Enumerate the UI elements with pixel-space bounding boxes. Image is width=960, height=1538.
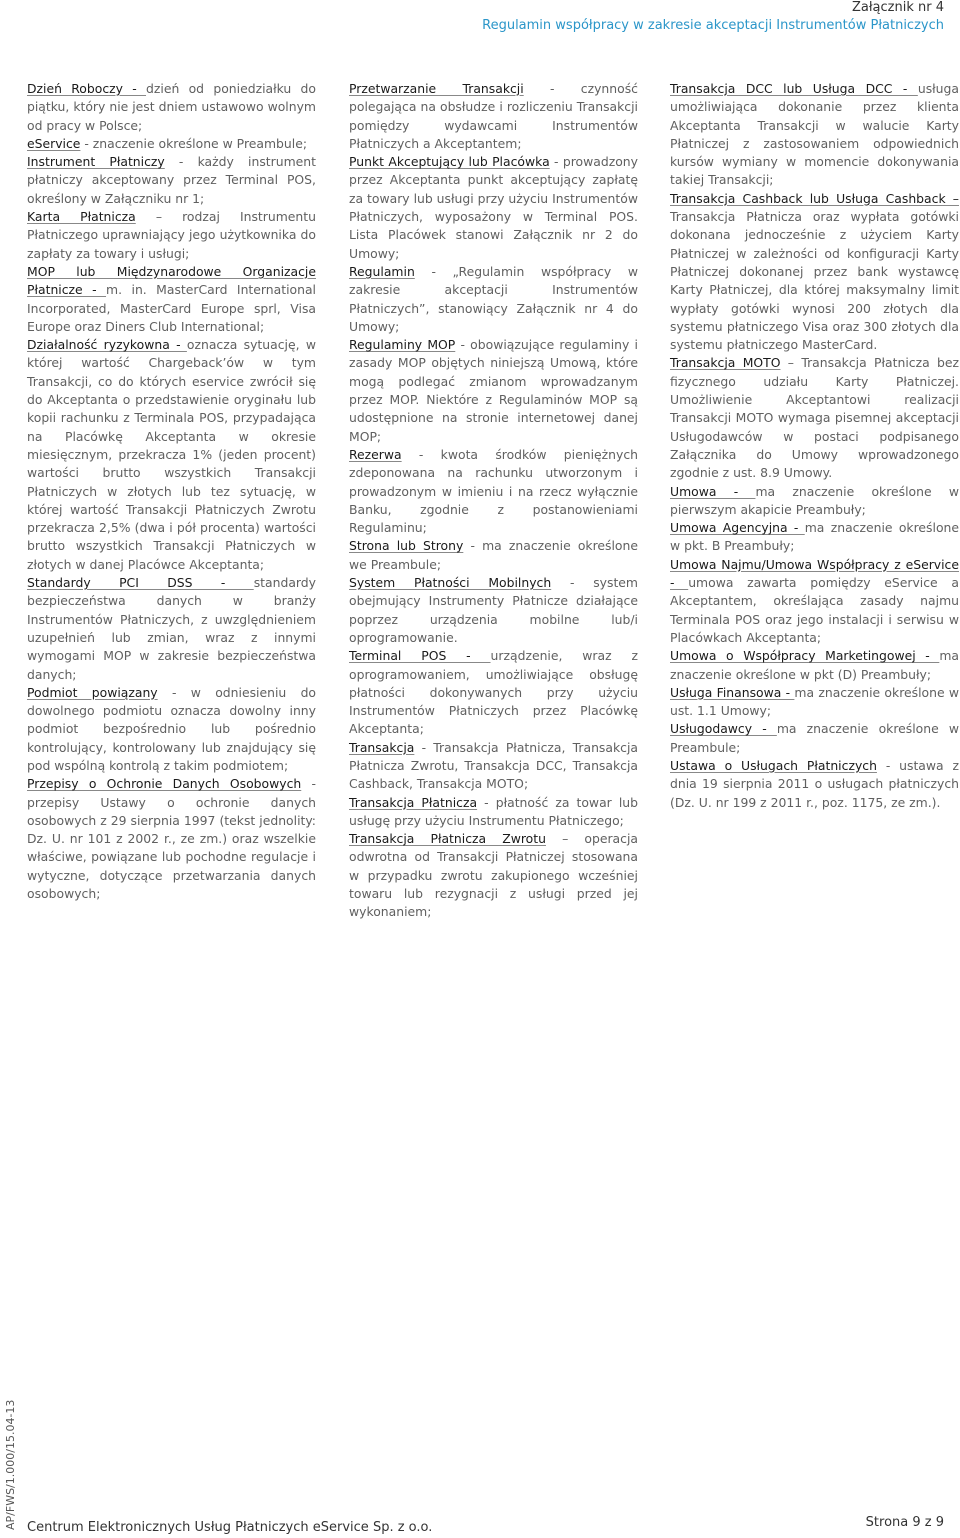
side-code-text: AP/FWS/1.000/15.04-13 bbox=[4, 1399, 17, 1530]
definition-text: - ustawa z dnia 19 sierpnia 2011 o usługach płatniczych (Dz. U. nr 199 z 2011 r., poz. 1175, ze zm.). bbox=[670, 757, 959, 810]
definition-entry bbox=[670, 190, 959, 355]
definition-text: ma znaczenie określone w Preambule; bbox=[670, 721, 959, 755]
definition-term: Punkt Akceptujący lub Placówka bbox=[349, 154, 550, 170]
definition-term: Umowa Agencyjna - bbox=[670, 520, 805, 536]
definitions-column-1 bbox=[27, 80, 316, 903]
definition-text: standardy bezpieczeństwa danych w branży Instrumentów Płatniczych, z uwzględnieniem uzupełnień lub zmian, wraz z innymi wymogami MOP w zakresie bezpieczeństwa danych; bbox=[27, 575, 316, 682]
definition-text: - kwota środków pieniężnych zdeponowana na rachunku utworzonym i prowadzonym w imieniu i na rzecz wyłącznie Banku, zgodnie z postanowieniami Regulaminu; bbox=[349, 446, 638, 536]
definition-term: Rezerwa bbox=[349, 446, 402, 462]
definition-entry bbox=[27, 80, 316, 135]
definition-term: Przepisy o Ochronie Danych Osobowych bbox=[27, 776, 302, 792]
definition-term: Strona lub Strony bbox=[349, 538, 464, 554]
definitions-column-3 bbox=[670, 80, 959, 812]
definition-term: Przetwarzanie Transakcji bbox=[349, 81, 524, 96]
definition-text: - obowiązujące regulaminy i zasady MOP objętych niniejszą Umową, które mogą podlegać zmianom wprowadzanym przez MOP. Niektóre z Regulaminów MOP są udostępnione na stronie internetowej danej MOP; bbox=[349, 337, 638, 444]
definition-term: Umowa - bbox=[670, 483, 756, 499]
definition-entry bbox=[349, 830, 638, 921]
definition-entry bbox=[349, 647, 638, 738]
definition-term: eService bbox=[27, 135, 81, 151]
definition-text: dzień od poniedziałku do piątku, który nie jest dniem ustawowo wolnym od pracy w Polsce; bbox=[27, 81, 317, 133]
definition-entry bbox=[27, 153, 316, 208]
definition-text: - system obejmujący Instrumenty Płatnicze działające poprzez urządzenia mobilne lub/i oprogramowanie. bbox=[349, 575, 638, 645]
definition-term: Usługa Finansowa - bbox=[670, 684, 795, 700]
definition-term: System Płatności Mobilnych bbox=[349, 575, 552, 591]
definition-term: Transakcja MOTO bbox=[670, 355, 781, 371]
side-document-code bbox=[0, 1340, 20, 1530]
annex-number: Załącznik nr 4 bbox=[851, 0, 944, 15]
definition-term: Transakcja bbox=[349, 739, 415, 755]
definition-entry bbox=[670, 720, 959, 757]
definition-entry bbox=[670, 354, 959, 482]
definition-text: – operacja odwrotna od Transakcji Płatniczej stosowana w przypadku zwrotu zakupionego wcześniej towaru lub rezygnacji z usługi przed jej wykonaniem; bbox=[349, 831, 638, 920]
footer-company: Centrum Elektronicznych Usług Płatniczych eService Sp. z o.o. bbox=[27, 1520, 433, 1535]
definition-text: - ma znaczenie określone we Preambule; bbox=[349, 538, 638, 572]
definition-text: – Transakcja Płatnicza bez fizycznego udziału Karty Płatniczej. Umożliwienie Akceptantowi realizacji Transakcji MOTO wymaga pisemnej akceptacji Usługodawców w postaci podpisanego Załącznika do Umowy wprowadzonego zgodnie z ust. 8.9 Umowy. bbox=[670, 355, 960, 481]
definition-text: oznacza sytuację, w której wartość Chargeback’ów w tym Transakcji, co do których eservice zwrócił się do Akceptanta o przedstawienie oryginału lub kopii rachunku z Terminala POS, przypadająca na Placówkę Akceptanta w okresie miesięcznym, przekracza 1% (jeden procent) wartości brutto wszystkich Transakcji Płatniczych w złotych lub tez sytuację, w której wartość Transakcji Płatniczych Zwrotu przekracza 2,5% (dwa i pół procenta) wartości brutto wszystkich Transakcji Płatniczych w złotych w danej Placówce Akceptanta; bbox=[27, 337, 316, 572]
definition-entry bbox=[670, 483, 959, 520]
definition-entry bbox=[349, 446, 638, 537]
definition-entry bbox=[27, 263, 316, 336]
definition-text: - w odniesieniu do dowolnego podmiotu oznacza dowolny inny podmiot bezpośrednio lub pośrednio kontrolujący, kontrolowany lub znajdujący się pod wspólną kontrolą z takim podmiotem; bbox=[27, 684, 317, 773]
definition-entry bbox=[349, 537, 638, 574]
definition-term: Usługodawcy - bbox=[670, 721, 777, 737]
definition-text: m. in. MasterCard International Incorporated, MasterCard Europe sprl, Visa Europe oraz Diners Club International; bbox=[27, 282, 316, 334]
definition-text: - płatność za towar lub usługę przy użyciu Instrumentu Płatniczego; bbox=[349, 794, 638, 828]
definition-entry bbox=[27, 574, 316, 684]
definition-term: Instrument Płatniczy bbox=[27, 154, 165, 170]
definition-text: Transakcja Płatnicza oraz wypłata gotówki dokonana jednocześnie z użyciem Karty Płatniczej w zależności od konfiguracji Karty Płatniczej dokonanej przez bank wystawcę Karty Płatniczej, dla której maksymalny limit wypłaty gotówki wynosi 200 złotych dla systemu płatniczego Visa oraz 300 złotych dla systemu płatniczego MasterCard. bbox=[670, 209, 959, 353]
definitions-column-2 bbox=[349, 80, 638, 922]
definition-text: - Transakcja Płatnicza, Transakcja Płatnicza Zwrotu, Transakcja DCC, Transakcja Cashback, Transakcja MOTO; bbox=[349, 739, 638, 792]
definition-text: usługa umożliwiająca dokonanie przez klienta Akceptanta Transakcji w walucie Karty Płatniczej z zastosowaniem odpowiednich kursów wymiany w momencie dokonywania takiej Transakcji; bbox=[670, 81, 959, 188]
definition-entry bbox=[349, 80, 638, 153]
definition-text: - „Regulamin współpracy w zakresie akceptacji Instrumentów Płatniczych”, stanowiący Załącznik nr 4 do Umowy; bbox=[349, 263, 638, 334]
definition-text: umowa zawarta pomiędzy eService a Akceptantem, określająca zasady najmu Terminala POS oraz jego instalacji i serwisu w Placówkach Akceptanta; bbox=[670, 575, 959, 645]
definition-term: Karta Płatnicza bbox=[27, 209, 136, 225]
definition-text: - czynność polegająca na obsłudze i rozliczeniu Transakcji pomiędzy wydawcami Instrumentów Płatniczych a Akceptantem; bbox=[349, 81, 638, 151]
definition-term: Podmiot powiązany bbox=[27, 684, 158, 700]
definition-term: MOP lub Międzynarodowe Organizacje Płatnicze - bbox=[27, 263, 316, 298]
definition-entry bbox=[349, 574, 638, 647]
definition-entry bbox=[670, 519, 959, 556]
footer-page-number: Strona 9 z 9 bbox=[865, 1515, 944, 1530]
definition-term: Transakcja DCC lub Usługa DCC - bbox=[670, 81, 918, 96]
definition-term: Standardy PCI DSS - bbox=[27, 575, 254, 591]
definition-term: Transakcja Płatnicza Zwrotu bbox=[349, 831, 546, 847]
definition-entry bbox=[349, 336, 638, 446]
definition-text: ma znaczenie określone w ust. 1.1 Umowy; bbox=[670, 684, 960, 719]
definition-text: ma znaczenie określone w pkt. B Preambuły; bbox=[670, 520, 959, 554]
definition-entry bbox=[670, 80, 959, 190]
definition-entry bbox=[349, 794, 638, 831]
definition-entry bbox=[670, 684, 959, 721]
definition-term: Umowa Najmu/Umowa Współpracy z eService - bbox=[670, 556, 959, 591]
definition-entry bbox=[670, 757, 959, 812]
definition-entry bbox=[349, 153, 638, 263]
definition-term: Umowa o Współpracy Marketingowej - bbox=[670, 648, 940, 664]
definition-text: – rodzaj Instrumentu Płatniczego uprawniający jego użytkownika do zapłaty za towary i usługi; bbox=[27, 209, 316, 261]
definition-text: - każdy instrument płatniczy akceptowany przez Terminal POS, określony w Załączniku nr 1; bbox=[27, 154, 316, 206]
definition-text: - znaczenie określone w Preambule; bbox=[80, 135, 308, 151]
definition-text: - prowadzony przez Akceptanta punkt akceptujący zapłatę za towary lub usługi przy użyciu Instrumentów Płatniczych, wyposażony w Terminal POS. Lista Placówek stanowi Załącznik nr 2 do Umowy; bbox=[349, 154, 638, 261]
definition-text: ma znaczenie określone w pkt (D) Preambuły; bbox=[670, 648, 959, 682]
definition-text: urządzenie, wraz z oprogramowaniem, umożliwiające obsługę płatności dokonywanych przy użyciu Instrumentów Płatniczych przez Placówkę Akceptanta; bbox=[349, 648, 638, 737]
definition-entry bbox=[27, 684, 316, 775]
definition-term: Regulaminy MOP bbox=[349, 337, 456, 353]
definition-entry bbox=[27, 208, 316, 263]
definition-entry bbox=[349, 263, 638, 336]
definition-entry bbox=[349, 739, 638, 794]
definition-term: Działalność ryzykowna - bbox=[27, 337, 187, 353]
definition-term: Dzień Roboczy - bbox=[27, 81, 147, 96]
definition-entry bbox=[670, 647, 959, 684]
definition-text: ma znaczenie określone w pierwszym akapicie Preambuły; bbox=[670, 483, 960, 517]
definition-entry bbox=[27, 336, 316, 574]
definition-term: Ustawa o Usługach Płatniczych bbox=[670, 757, 877, 773]
definition-term: Regulamin bbox=[349, 263, 415, 279]
definition-entry bbox=[27, 135, 316, 153]
definition-term: Transakcja Płatnicza bbox=[349, 794, 478, 810]
definition-text: - przepisy Ustawy o ochronie danych osobowych z 29 sierpnia 1997 (tekst jednolity: Dz. U. nr 101 z 2002 r., ze zm.) oraz wszelkie właściwe, powiązane lub pochodne regulacje i wytyczne, dotyczące przetwarzania danych osobowych; bbox=[27, 776, 316, 902]
definition-entry bbox=[670, 556, 959, 647]
document-title: Regulamin współpracy w zakresie akceptacji Instrumentów Płatniczych bbox=[482, 18, 944, 33]
definition-term: Transakcja Cashback lub Usługa Cashback – bbox=[670, 190, 959, 206]
definition-entry bbox=[27, 775, 316, 903]
definition-term: Terminal POS - bbox=[349, 648, 491, 664]
